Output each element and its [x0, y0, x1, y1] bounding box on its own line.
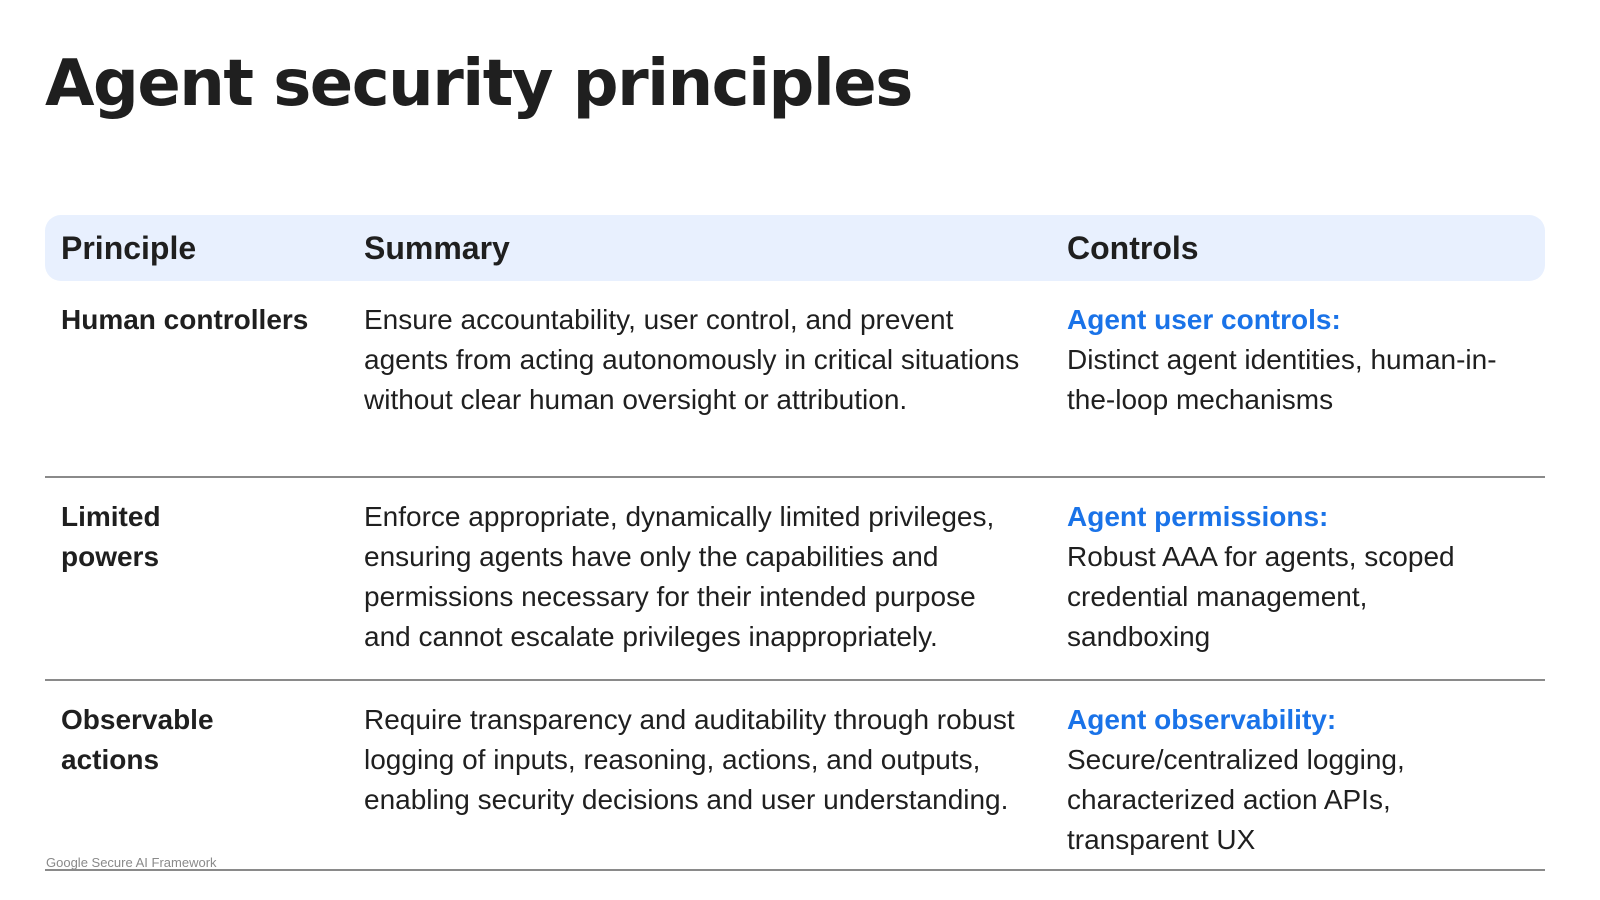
table-row — [45, 281, 1545, 478]
principles-table — [45, 215, 1545, 871]
header-principle: Principle — [61, 230, 197, 266]
summary-cell: Require transparency and auditability through robust logging of inputs, reasoning, actions, and outputs, enabling security decisions and user understanding. — [364, 704, 1015, 815]
header-controls: Controls — [1067, 230, 1199, 266]
controls-cell — [1067, 700, 1537, 860]
controls-text: Distinct agent identities, human-in-the-loop mechanisms — [1067, 344, 1497, 415]
controls-heading: Agent observability: — [1067, 704, 1337, 735]
controls-heading: Agent user controls: — [1067, 304, 1341, 335]
controls-text: Secure/centralized logging, characterized action APIs, transparent UX — [1067, 744, 1405, 855]
footer-source: Google Secure AI Framework — [46, 855, 217, 870]
principle-cell: Human controllers — [61, 304, 309, 335]
summary-cell: Ensure accountability, user control, and prevent agents from acting autonomously in critical situations without clear human oversight or attribution. — [364, 304, 1020, 415]
table-row — [45, 478, 1545, 681]
controls-cell — [1067, 497, 1537, 657]
principle-cell: Observable actions — [61, 704, 214, 775]
table-header — [45, 215, 1545, 281]
summary-cell: Enforce appropriate, dynamically limited privileges, ensuring agents have only the capabilities and permissions necessary for their intended purpose and cannot escalate privileges inappropriately. — [364, 501, 995, 652]
principle-cell: Limited powers — [61, 501, 161, 572]
header-summary: Summary — [364, 230, 510, 266]
controls-heading: Agent permissions: — [1067, 501, 1329, 532]
controls-text: Robust AAA for agents, scoped credential management, sandboxing — [1067, 541, 1455, 652]
controls-cell — [1067, 300, 1537, 420]
table-row — [45, 681, 1545, 871]
page-title: Agent security principles — [45, 47, 912, 121]
